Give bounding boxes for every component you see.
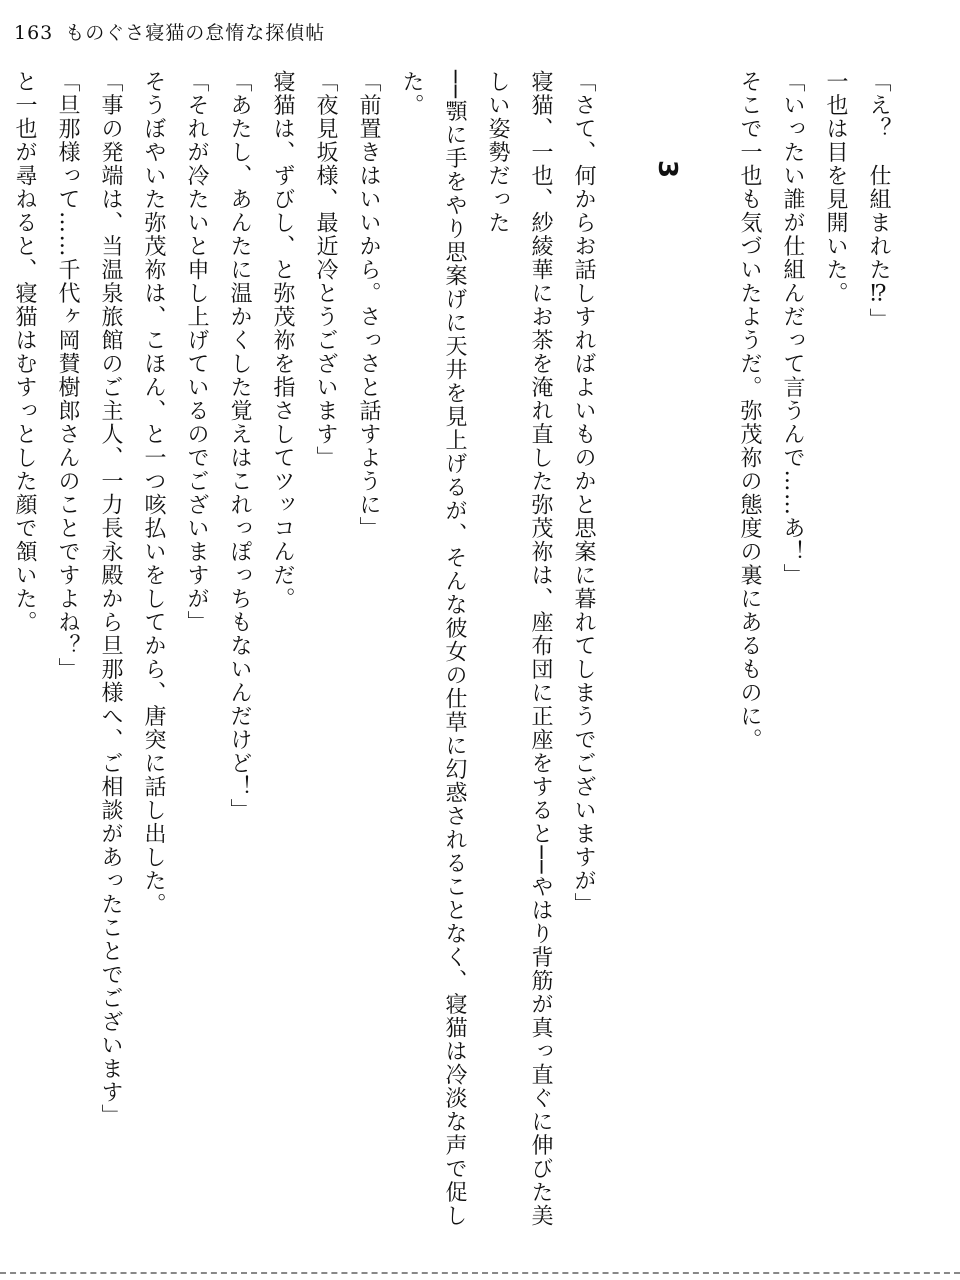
paragraph: 「え？ 仕組まれた⁉」 bbox=[866, 70, 891, 332]
paragraph: 「事の発端は、当温泉旅館のご主人、一力長永殿から旦那様へ、ご相談があったことでございます」 bbox=[98, 70, 123, 1128]
paragraph: ──顎に手をやり思案げに天井を見上げるが、そんな彼女の仕草に幻惑されることなく、寝猫は冷淡な声で促した。 bbox=[399, 70, 467, 1228]
page-number: 163 bbox=[14, 22, 54, 44]
section-heading: 3 bbox=[652, 160, 682, 180]
paragraph: と一也が尋ねると、寝猫はむすっとした顔で頷いた。 bbox=[12, 70, 37, 634]
paragraph: 「いったい誰が仕組んだって言うんで……あ！」 bbox=[780, 70, 805, 587]
book-title: ものぐさ寝猫の怠惰な探偵帖 bbox=[65, 22, 326, 44]
running-header bbox=[14, 18, 325, 45]
paragraph: 「前置きはいいから。さっさと話すように」 bbox=[356, 70, 381, 540]
bottom-edge-rule bbox=[0, 1272, 960, 1276]
paragraph: 「旦那様って……千代ヶ岡賛樹郎さんのことですよね？」 bbox=[55, 70, 80, 681]
paragraph: 「あたし、あんたに温かくした覚えはこれっぽっちもないんだけど！」 bbox=[227, 70, 252, 822]
paragraph bbox=[0, 70, 3, 1245]
paragraph: そこで一也も気づいたようだ。弥茂祢の態度の裏にあるものに。 bbox=[737, 70, 762, 752]
paragraph: そうぼやいた弥茂祢は、こほん、と一つ咳払いをしてから、唐突に話し出した。 bbox=[141, 70, 166, 916]
paragraph: 「夜見坂様、最近冷とうございます」 bbox=[313, 70, 338, 470]
paragraph: 寝猫は、ずびし、と弥茂祢を指さしてツッコんだ。 bbox=[270, 70, 295, 611]
paragraph: 寝猫、一也、紗綾華にお茶を淹れ直した弥茂祢は、座布団に正座をすると──やはり背筋が真っ直ぐに伸びた美しい姿勢だった bbox=[485, 70, 553, 1228]
paragraph: 「それが冷たいと申し上げているのでございますが」 bbox=[184, 70, 209, 634]
paragraph: 「さて、何からお話しすればよいものかと思案に暮れてしまうでございますが」 bbox=[571, 70, 596, 916]
paragraph: 一也は目を見開いた。 bbox=[823, 70, 848, 305]
vertical-text-body bbox=[12, 70, 900, 1245]
